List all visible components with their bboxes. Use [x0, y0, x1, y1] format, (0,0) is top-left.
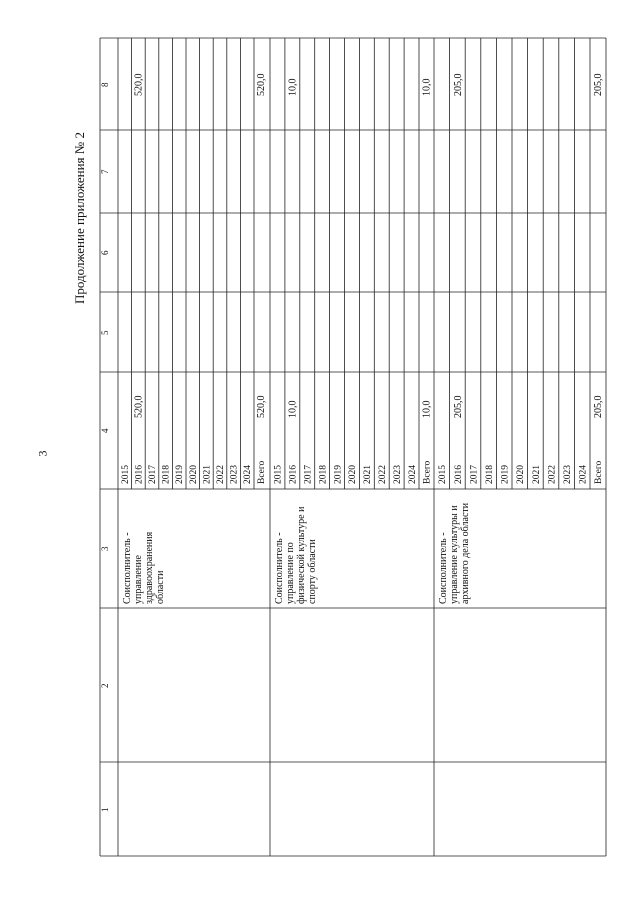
year-label: 2019	[333, 465, 344, 484]
description-line: здравоохранения	[144, 531, 155, 604]
description-line: Соисполнитель -	[438, 532, 449, 604]
description-line: спорту области	[307, 539, 318, 604]
year-label: 2020	[348, 465, 359, 484]
description-line: Соисполнитель -	[122, 532, 133, 604]
description-line: физической культуре и	[296, 506, 307, 604]
col8-value: 205,0	[593, 73, 605, 96]
year-label: 2023	[229, 465, 240, 484]
description-line: области	[155, 570, 166, 604]
year-label: 2022	[378, 465, 389, 484]
year-label: 2020	[188, 465, 199, 484]
column-number-2: 2	[100, 683, 110, 688]
description-line: архивного дела области	[460, 502, 471, 604]
year-label: 2015	[273, 465, 284, 484]
table-grid	[100, 38, 606, 856]
year-label: 2016	[453, 465, 464, 484]
year-label: 2018	[318, 465, 329, 484]
col4-value: 205,0	[452, 395, 464, 418]
year-label: 2020	[516, 465, 527, 484]
appendix-title: Продолжение приложения № 2	[72, 132, 87, 304]
year-label: 2021	[531, 465, 542, 484]
year-label: 2015	[120, 465, 131, 484]
column-number-5: 5	[100, 330, 110, 335]
year-label: 2019	[175, 465, 186, 484]
col8-value: 10,0	[287, 78, 299, 96]
page-number: 3	[35, 450, 50, 457]
year-label: 2017	[147, 465, 158, 484]
year-label: 2016	[288, 465, 299, 484]
col8-value: 10,0	[421, 78, 433, 96]
year-label: 2017	[303, 465, 314, 484]
year-label: Всего	[422, 460, 433, 484]
year-label: 2022	[215, 465, 226, 484]
col4-value: 205,0	[593, 395, 605, 418]
description-line: управление	[133, 555, 144, 604]
col4-value: 520,0	[133, 395, 145, 418]
col8-value: 520,0	[255, 73, 267, 96]
year-label: 2023	[563, 465, 574, 484]
year-label: 2018	[161, 465, 172, 484]
column-number-3: 3	[100, 546, 110, 551]
col8-value: 205,0	[452, 73, 464, 96]
year-label: 2024	[578, 465, 589, 484]
year-label: 2018	[485, 465, 496, 484]
column-number-1: 1	[100, 807, 110, 812]
column-number-6: 6	[100, 250, 110, 255]
year-label: 2019	[500, 465, 511, 484]
year-label: 2024	[407, 465, 418, 484]
column-number-8: 8	[100, 82, 110, 87]
description-line: управление культуры и	[449, 505, 460, 604]
year-label: 2015	[438, 465, 449, 484]
table-text	[100, 74, 604, 813]
year-label: 2021	[363, 465, 374, 484]
col8-value: 520,0	[133, 73, 145, 96]
year-label: Всего	[594, 460, 605, 484]
year-label: 2017	[469, 465, 480, 484]
year-label: Всего	[256, 460, 267, 484]
column-number-7: 7	[100, 169, 110, 174]
year-label: 2023	[392, 465, 403, 484]
year-label: 2016	[134, 465, 145, 484]
col4-value: 520,0	[255, 395, 267, 418]
column-number-4: 4	[100, 428, 110, 433]
col4-value: 10,0	[421, 400, 433, 418]
description-line: Соисполнитель -	[274, 532, 285, 604]
description-line: управление по	[285, 542, 296, 604]
col4-value: 10,0	[287, 400, 299, 418]
year-label: 2024	[243, 465, 254, 484]
year-label: 2021	[202, 465, 213, 484]
year-label: 2022	[547, 465, 558, 484]
